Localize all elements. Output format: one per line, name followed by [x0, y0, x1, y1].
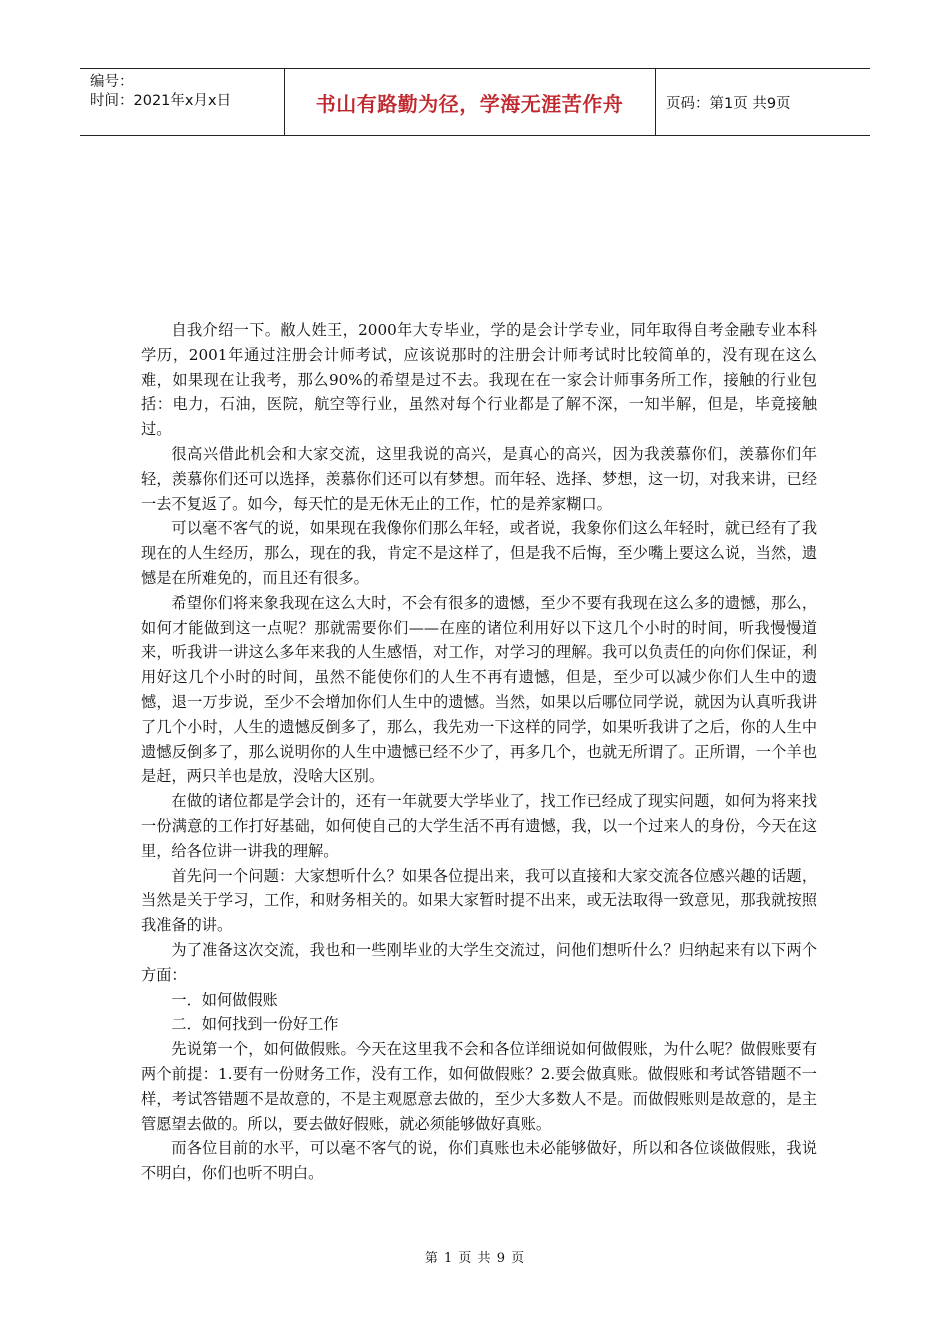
list-item: 一．如何做假账	[171, 990, 278, 1009]
header-motto: 书山有路勤为径，学海无涯苦作舟	[315, 91, 624, 116]
document-number-label: 编号：	[90, 74, 134, 90]
document-body	[141, 318, 817, 1186]
document-date-label: 时间：2021年x月x日	[90, 93, 232, 109]
body-paragraph: 自我介绍一下。敝人姓王，2000年大专毕业，学的是会计学专业，同年取得自考金融专业本科学历，2001年通过注册会计师考试，应该说那时的注册会计师考试时比较简单的，没有现在这么难，如果现在让我考，那么90%的希望是过不去。我现在在一家会计师事务所工作，接触的行业包括：电力，石油，医院，航空等行业，虽然对每个行业都是了解不深，一知半解，但是，毕竟接触过。	[141, 321, 817, 439]
header-meta	[90, 73, 231, 111]
body-paragraph: 而各位目前的水平，可以毫不客气的说，你们真账也未必能够做好，所以和各位谈做假账，我说不明白，你们也听不明白。	[141, 1139, 817, 1183]
body-paragraph: 很高兴借此机会和大家交流，这里我说的高兴，是真心的高兴，因为我羡慕你们，羡慕你们年轻，羡慕你们还可以选择，羡慕你们还可以有梦想。而年轻、选择、梦想，这一切，对我来讲，已经一去不复返了。如今，每天忙的是无休无止的工作，忙的是养家糊口。	[141, 444, 817, 513]
header-page-number: 页码：第1页 共9页	[666, 95, 791, 112]
body-paragraph: 首先问一个问题：大家想听什么？如果各位提出来，我可以直接和大家交流各位感兴趣的话题，当然是关于学习，工作，和财务相关的。如果大家暂时提不出来，或无法取得一致意见，那我就按照我准备的讲。	[141, 866, 817, 935]
list-item: 二．如何找到一份好工作	[171, 1015, 339, 1034]
body-paragraph: 先说第一个，如何做假账。今天在这里我不会和各位详细说如何做假账，为什么呢？做假账要有两个前提：1.要有一份财务工作，没有工作，如何做假账？2.要会做真账。做假账和考试答错题不一样，考试答错题不是故意的，不是主观愿意去做的，至少大多数人不是。而做假账则是故意的，是主管愿望去做的。所以，要去做好假账，就必须能够做好真账。	[141, 1040, 817, 1133]
body-paragraph: 希望你们将来象我现在这么大时，不会有很多的遗憾，至少不要有我现在这么多的遗憾，那么，如何才能做到这一点呢？那就需要你们——在座的诸位利用好以下这几个小时的时间，听我慢慢道来，听我讲一讲这么多年来我的人生感悟，对工作，对学习的理解。我可以负责任的向你们保证，利用好这几个小时的时间，虽然不能使你们的人生不再有遗憾，但是，至少可以减少你们人生中的遗憾，退一万步说，至少不会增加你们人生中的遗憾。当然，如果以后哪位同学说，就因为认真听我讲了几个小时，人生的遗憾反倒多了，那么，我先劝一下这样的同学，如果听我讲了之后，你的人生中遗憾反倒多了，那么说明你的人生中遗憾已经不少了，再多几个，也就无所谓了。正所谓，一个羊也是赶，两只羊也是放，没啥大区别。	[141, 593, 817, 786]
page-header	[80, 68, 870, 136]
body-paragraph: 在做的诸位都是学会计的，还有一年就要大学毕业了，找工作已经成了现实问题，如何为将来找一份满意的工作打好基础，如何使自己的大学生活不再有遗憾，我，以一个过来人的身份，今天在这里，给各位讲一讲我的理解。	[141, 792, 817, 860]
page-footer: 第 1 页 共 9 页	[424, 1251, 526, 1266]
header-divider	[655, 69, 656, 135]
body-paragraph: 为了准备这次交流，我也和一些刚毕业的大学生交流过，问他们想听什么？归纳起来有以下两个方面：	[141, 940, 817, 984]
body-paragraph: 可以毫不客气的说，如果现在我像你们那么年轻，或者说，我象你们这么年轻时，就已经有了我现在的人生经历，那么，现在的我，肯定不是这样了，但是我不后悔，至少嘴上要这么说，当然，遗憾是在所难免的，而且还有很多。	[141, 519, 817, 587]
